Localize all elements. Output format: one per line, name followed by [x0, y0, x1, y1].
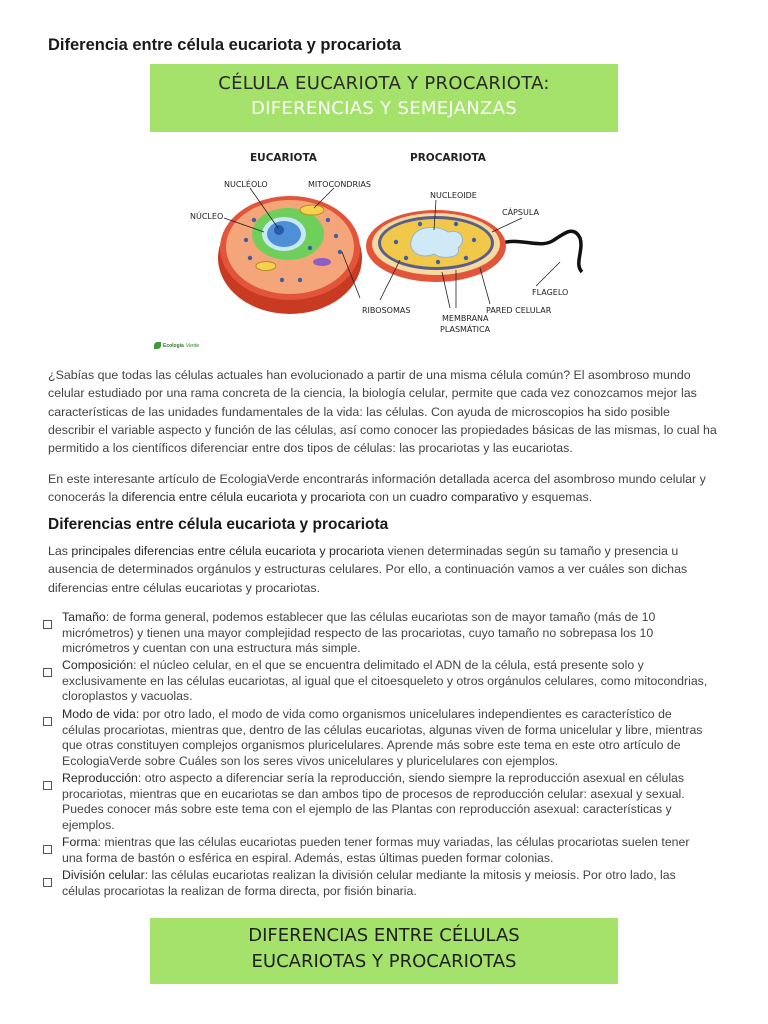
logo-text-1: Ecologia: [163, 342, 184, 349]
list-item: [40, 707, 708, 771]
nucleolus: [274, 225, 284, 235]
label-capsula: CÁPSULA: [502, 208, 539, 217]
term-link[interactable]: Forma: [62, 835, 98, 849]
checkbox-icon: [43, 717, 52, 726]
footer-banner: [150, 918, 618, 984]
item-text: : mientras que las células eucariotas pueden tener formas muy variadas, las células procariotas suelen tener una forma de bastón o esférica en espiral. Además, estas últimas pueden formar colonias.: [62, 835, 690, 865]
article-paragraph: [48, 470, 720, 507]
link-diferencia[interactable]: diferencia entre célula eucariota y procariota: [121, 490, 366, 505]
list-item: [40, 658, 708, 707]
intro-paragraph: ¿Sabías que todas las células actuales han evolucionado a partir de una misma célula común? El asombroso mundo celular estudiado por una rama concreta de la ciencia, la biología celular, permite que cada vez conozcamos mejor las características de las unidades fundamentales de la vida: las células. Con ayuda de microscopios ha sido posible describir el variable aspecto y función de las células, así como conocer las propiedades básicas de las mismas, lo cual ha permitido a los científicos diferenciar entre dos tipos de células: las procariotas y las eucariotas.: [48, 368, 717, 456]
mitochondrion-1: [300, 205, 324, 215]
article-text-before: En este interesante artículo de EcologiaVerde encontrarás información detallada acerca del asombroso mundo celular y conocerás la: [48, 472, 706, 505]
label-nucleo: NÚCLEO: [190, 212, 224, 221]
banner-title-line1: CÉLULA EUCARIOTA Y PROCARIOTA:: [218, 73, 550, 94]
article-text-after: y esquemas.: [518, 490, 593, 505]
article-text-middle: con un: [365, 490, 410, 505]
term-link[interactable]: Tamaño: [62, 610, 106, 624]
term-link[interactable]: Composición: [62, 658, 134, 672]
footer-banner-line2: EUCARIOTAS Y PROCARIOTAS: [251, 951, 517, 972]
leaf-icon: [154, 342, 161, 349]
term-link[interactable]: Reproducción: [62, 771, 138, 785]
eukaryote-cell: [218, 196, 362, 314]
checkbox-icon: [43, 845, 52, 854]
term-link[interactable]: Modo de vida: [62, 707, 136, 721]
item-text: : otro aspecto a diferenciar sería la reproducción, siendo siempre la reproducción asexual en células procariotas, mientras que en eucariotas se dan ambos tipo de procesos de reproducción celular: asexual y sexual. Puedes conocer más sobre este tema con el ejemplo de las Plantas con reproducción asexual: características y ejemplos.: [62, 771, 685, 832]
label-pared-celular: PARED CELULAR: [486, 306, 552, 315]
section-paragraph: [48, 542, 720, 597]
prokaryote-cell: [366, 210, 582, 282]
list-item: [40, 835, 708, 868]
label-ribosomas: RIBOSOMAS: [362, 306, 411, 315]
label-flagelo: FLAGELO: [532, 288, 569, 297]
page-title: Diferencia entre célula eucariota y procariota: [48, 36, 402, 54]
flagellum: [498, 231, 582, 272]
term-link[interactable]: División celular: [62, 868, 145, 882]
nucleus: [267, 221, 301, 247]
list-item: [40, 771, 708, 835]
nucleoid: [411, 227, 463, 257]
link-principales-diferencias[interactable]: principales diferencias entre célula eucariota y procariota: [71, 544, 385, 558]
list-item: [40, 868, 708, 900]
item-text: : las células eucariotas realizan la división celular mediante la mitosis y meiosis. Por otro lado, las células procariotas la realizan de forma directa, por fisión binaria.: [62, 868, 676, 898]
checkbox-icon: [43, 668, 52, 677]
cell-diagram: [150, 140, 618, 362]
section-text-after: vienen determinadas según su tamaño y presencia u ausencia de determinados orgánulos y estructuras celulares. Por ello, a continuación vamos a ver cuáles son dichas diferencias entre células eucariotas y procariotas.: [48, 544, 688, 595]
list-item: [40, 610, 708, 658]
mitochondrion-2: [256, 262, 276, 271]
label-membrana: MEMBRANA: [442, 314, 489, 323]
logo-text-2: Verde: [185, 342, 200, 349]
prokaryote-title: PROCARIOTA: [410, 152, 486, 164]
ecologiaverde-logo: [154, 342, 199, 349]
checkbox-icon: [43, 620, 52, 629]
link-cuadro-comparativo[interactable]: cuadro comparativo: [409, 490, 519, 505]
label-nucleolo: NUCLÉOLO: [224, 180, 268, 189]
golgi: [313, 258, 331, 266]
differences-list: [40, 610, 708, 900]
checkbox-icon: [43, 781, 52, 790]
section-heading: Diferencias entre célula eucariota y procariota: [48, 516, 389, 533]
label-mitocondrias: MITOCONDRIAS: [308, 180, 371, 189]
label-nucleoide: NUCLEOIDE: [430, 191, 477, 200]
item-text: : el núcleo celular, en el que se encuentra delimitado el ADN de la célula, está presente solo y exclusivamente en las células eucariotas, al igual que el citoesqueleto y otros orgánulos celulares, como mitocondrias, cloroplastos y vacuolas.: [62, 658, 708, 704]
cell-illustration: [150, 140, 618, 362]
section-text-before: Las: [48, 544, 72, 558]
item-text: : por otro lado, el modo de vida como organismos unicelulares independientes es característico de células procariotas, mientras que, dentro de las células eucariotas, algunas viven de forma unicelular y libre, mientras que otras constituyen complejos organismos pluricelulares. Aprende más sobre este tema en este otro artículo de EcologiaVerde sobre Cuáles son los seres vivos unicelulares y pluricelulares con ejemplos.: [62, 707, 703, 768]
banner-title-line2: DIFERENCIAS Y SEMEJANZAS: [250, 98, 518, 119]
header-banner: [150, 64, 618, 132]
eukaryote-title: EUCARIOTA: [250, 152, 317, 164]
item-text: : de forma general, podemos establecer que las células eucariotas son de mayor tamaño (más de 10 micrómetros) y tienen una mayor complejidad respecto de las procariotas, cuyo tamaño no sobrepasa los 10 micrómetros y cuentan con una estructura más simple.: [62, 610, 656, 656]
label-plasmatica: PLASMÁTICA: [440, 325, 491, 334]
checkbox-icon: [43, 878, 52, 887]
footer-banner-line1: DIFERENCIAS ENTRE CÉLULAS: [248, 925, 520, 946]
